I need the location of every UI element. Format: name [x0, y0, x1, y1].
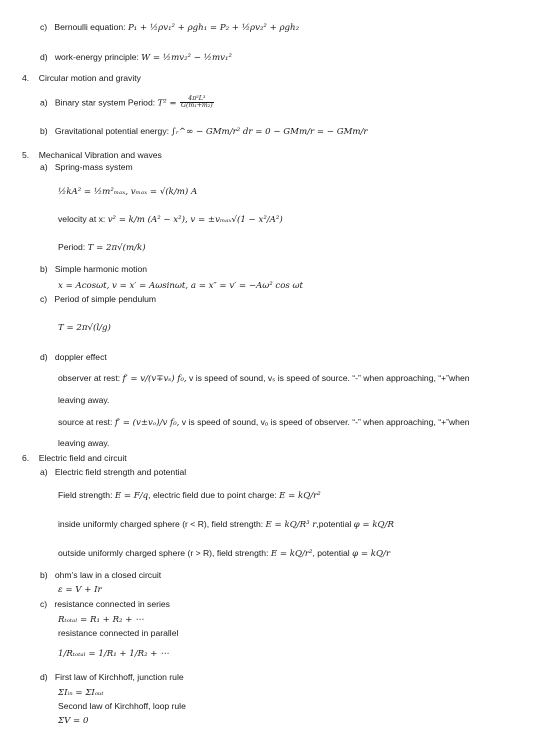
parallel-heading — [58, 628, 178, 638]
section-4-heading — [22, 73, 141, 83]
bernoulli-equation: P₁ + ½ρv₁² + ρgh₁ = P₂ + ½ρv₂² + ρgh₂ — [127, 23, 300, 33]
section-number: 5. — [22, 150, 30, 160]
work-energy-item — [40, 52, 232, 63]
line-text: v is speed of sound, vₒ is speed of observer. “-” when approaching, “+”when — [181, 417, 470, 427]
item-label: d) — [40, 52, 48, 62]
equation-text: x = Acosωt, v = x′ = Aωsinωt, a = x″ = v′ = −Aω² cos ωt — [58, 281, 304, 291]
kirchhoff-loop-heading — [58, 701, 186, 711]
inside-potential-equation: φ = kQ/R — [353, 520, 394, 530]
velocity-line — [58, 214, 283, 225]
item-title: resistance connected in series — [54, 599, 170, 609]
point-charge-equation: E = kQ/r² — [279, 491, 321, 501]
item-text: Bernoulli equation: — [54, 22, 126, 32]
equation-text: ½kA² = ½m²ₘₐₓ, vₘₐₓ = √(k/m) A — [58, 187, 198, 197]
field-equation: E = F/q — [114, 491, 149, 501]
section-number: 6. — [22, 453, 30, 463]
shm-equation — [58, 280, 303, 291]
outside-field-equation: E = kQ/r² — [270, 549, 313, 559]
spring-energy-equation — [58, 186, 197, 197]
item-title: First law of Kirchhoff, junction rule — [54, 672, 184, 682]
item-label: b) — [40, 126, 48, 136]
item-label: d) — [40, 672, 48, 682]
item-label: b) — [40, 264, 48, 274]
section-number: 4. — [22, 73, 30, 83]
period-line — [58, 242, 146, 253]
item-label: b) — [40, 570, 48, 580]
parallel-equation — [58, 648, 169, 659]
item-label: c) — [40, 294, 48, 304]
ohm-heading — [40, 570, 161, 580]
line-prefix: source at rest: — [58, 417, 113, 427]
item-title: Period of simple pendulum — [54, 294, 157, 304]
grav-potential-equation: ∫ᵣ^∞ − GMm/r² dr = 0 − GMm/r = − GMm/r — [171, 127, 368, 137]
doppler-source-line — [58, 417, 470, 428]
equation-text: ΣIᵢₙ = ΣIₒᵤₜ — [58, 688, 104, 698]
equation-text: ε = V + Ir — [58, 585, 102, 595]
item-label: d) — [40, 352, 48, 362]
doppler-observer-line — [58, 373, 470, 384]
source-equation: f′ = (v±vₒ)/v f₀, — [114, 418, 180, 428]
line-prefix: observer at rest: — [58, 373, 121, 383]
doppler-source-cont — [58, 438, 109, 448]
inside-field-equation: E = kQ/R³ r — [265, 520, 317, 530]
line-text: v is speed of sound, vₛ is speed of source. “-” when approaching, “+”when — [189, 373, 470, 383]
velocity-equation: v² = k/m (A² − x²), v = ±vₘₐₓ√(1 − x²/A²) — [107, 215, 283, 225]
equation-text: Rₜₒₜₐₗ = R₁ + R₂ + ⋯ — [58, 615, 144, 625]
binary-star-fraction — [180, 96, 214, 110]
line-text: resistance connected in parallel — [58, 628, 179, 638]
section-5-heading — [22, 150, 162, 160]
section-title: Circular motion and gravity — [38, 73, 141, 83]
line-text: , potential — [312, 548, 350, 558]
pendulum-heading — [40, 294, 156, 304]
item-label: a) — [40, 162, 48, 172]
field-heading — [40, 467, 186, 477]
equation-text: ΣV = 0 — [58, 716, 89, 726]
inside-sphere-line — [58, 519, 394, 530]
grav-potential-item — [40, 126, 368, 137]
line-text: Period: — [58, 242, 86, 252]
line-text: ,potential — [316, 519, 352, 529]
spring-mass-heading — [40, 162, 133, 172]
work-energy-equation: W = ½mv₂² − ½mv₁² — [141, 53, 232, 63]
section-6-heading — [22, 453, 127, 463]
kirchhoff-heading — [40, 672, 184, 682]
pendulum-equation — [58, 322, 111, 333]
doppler-observer-cont — [58, 395, 109, 405]
line-text: Field strength: — [58, 490, 113, 500]
kirchhoff-loop-equation — [58, 715, 88, 726]
section-title: Mechanical Vibration and waves — [38, 150, 162, 160]
equation-text: T = 2π√(l/g) — [58, 323, 111, 333]
outside-sphere-line — [58, 548, 390, 559]
bernoulli-item — [40, 22, 299, 33]
equation-text: 1/Rₜₒₜₐₗ = 1/R₁ + 1/R₂ + ⋯ — [58, 649, 169, 659]
series-heading — [40, 599, 170, 609]
item-label: c) — [40, 22, 48, 32]
field-strength-line: Field strength: E = F/q, electric field due to point charge: E = kQ/r² — [58, 490, 321, 501]
item-title: Simple harmonic motion — [54, 264, 148, 274]
line-text: velocity at x: — [58, 214, 106, 224]
outside-potential-equation: φ = kQ/r — [352, 549, 391, 559]
shm-heading — [40, 264, 147, 274]
fraction-denominator: G(m₁+m₂) — [181, 102, 213, 110]
item-label: a) — [40, 467, 48, 477]
item-title: doppler effect — [54, 352, 107, 362]
line-text: leaving away. — [58, 438, 110, 448]
binary-star-item — [40, 96, 215, 110]
line-text: inside uniformly charged sphere (r < R), field strength: — [58, 519, 264, 529]
ohm-equation — [58, 584, 102, 595]
item-title: Spring-mass system — [54, 162, 133, 172]
item-text: Binary star system Period: — [54, 97, 156, 108]
doppler-heading — [40, 352, 107, 362]
item-text: work-energy principle: — [54, 52, 139, 62]
line-text: outside uniformly charged sphere (r > R), field strength: — [58, 548, 269, 558]
item-title: ohm’s law in a closed circuit — [54, 570, 162, 580]
line-text: electric field due to point charge: — [152, 490, 277, 500]
item-title: Electric field strength and potential — [54, 467, 187, 477]
observer-equation: f′ = v/(v∓vₛ) f₀, — [122, 374, 187, 384]
series-equation — [58, 614, 144, 625]
line-text: Second law of Kirchhoff, loop rule — [58, 701, 186, 711]
line-text: leaving away. — [58, 395, 110, 405]
binary-star-lhs: T² = — [157, 98, 177, 109]
item-text: Gravitational potential energy: — [54, 126, 170, 136]
item-label: a) — [40, 97, 48, 108]
kirchhoff-junction-equation — [58, 687, 104, 698]
fraction-numerator: 4π²L³ — [188, 95, 206, 102]
section-title: Electric field and circuit — [38, 453, 127, 463]
period-equation: T = 2π√(m/k) — [87, 243, 146, 253]
item-label: c) — [40, 599, 48, 609]
